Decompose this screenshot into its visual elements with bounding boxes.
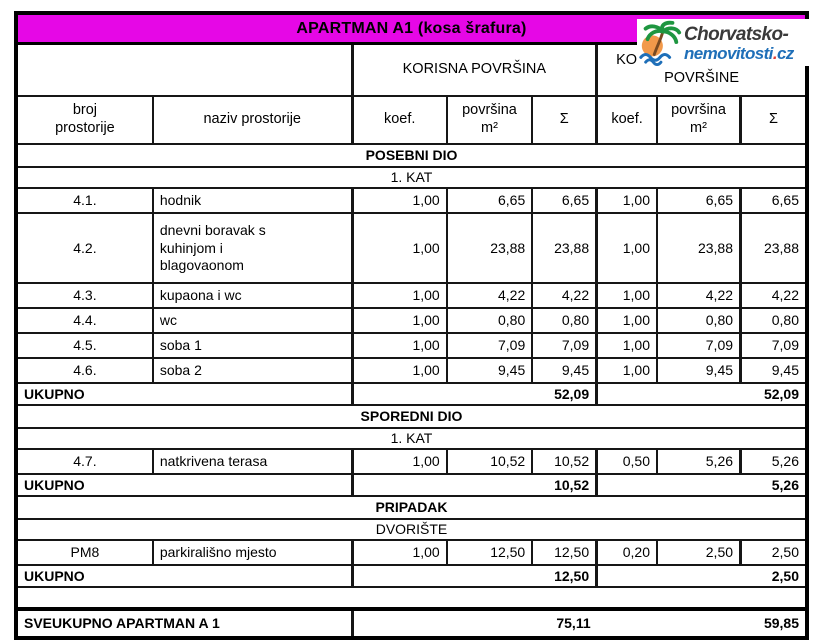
sum-2: 23,88 <box>741 213 807 283</box>
room-number: PM8 <box>16 540 153 565</box>
koef-1: 1,00 <box>352 213 447 283</box>
sum-2: 7,09 <box>741 333 807 358</box>
ukupno-sum-korigovana: 5,26 <box>597 474 807 496</box>
koef-1: 1,00 <box>352 308 447 333</box>
povrsina-2: 23,88 <box>657 213 741 283</box>
povrsina-2: 6,65 <box>657 188 741 213</box>
sum-2: 6,65 <box>741 188 807 213</box>
povrsina-1: 9,45 <box>447 358 533 383</box>
ukupno-label: UKUPNO <box>16 565 352 587</box>
room-name: kupaona i wc <box>153 283 352 308</box>
page-title: APARTMAN A1 (kosa šrafura) <box>16 13 807 44</box>
table-row <box>16 308 807 333</box>
koef-1: 1,00 <box>352 358 447 383</box>
povrsina-1: 10,52 <box>447 449 533 474</box>
povrsina-1: 4,22 <box>447 283 533 308</box>
col-header-broj-prostorije: broj prostorije <box>16 96 153 144</box>
col-header-naziv-prostorije: naziv prostorije <box>153 96 352 144</box>
table-row <box>16 144 807 167</box>
koef-1: 1,00 <box>352 540 447 565</box>
section-1-kat: 1. KAT <box>16 428 807 449</box>
povrsina-1: 23,88 <box>447 213 533 283</box>
col-header-koef-2: koef. <box>597 96 657 144</box>
koef-2: 1,00 <box>597 358 657 383</box>
koef-1: 1,00 <box>352 188 447 213</box>
table-row <box>16 96 807 144</box>
sum-2: 0,80 <box>741 308 807 333</box>
sum-1: 12,50 <box>532 540 596 565</box>
koef-2: 1,00 <box>597 213 657 283</box>
section-1-kat: 1. KAT <box>16 167 807 188</box>
sum-1: 0,80 <box>532 308 596 333</box>
logo-line2: nemovitosti.cz <box>684 43 794 63</box>
povrsina-1: 7,09 <box>447 333 533 358</box>
povrsina-2: 5,26 <box>657 449 741 474</box>
room-number: 4.7. <box>16 449 153 474</box>
ukupno-label: UKUPNO <box>16 383 352 405</box>
koef-2: 1,00 <box>597 283 657 308</box>
logo-line1: Chorvatsko- <box>684 24 789 46</box>
room-number: 4.2. <box>16 213 153 283</box>
table-row <box>16 474 807 496</box>
sum-2: 5,26 <box>741 449 807 474</box>
room-name: hodnik <box>153 188 352 213</box>
ukupno-sum-korigovana: 2,50 <box>597 565 807 587</box>
room-name: soba 2 <box>153 358 352 383</box>
table-row <box>16 496 807 519</box>
table-row <box>16 167 807 188</box>
sum-2: 9,45 <box>741 358 807 383</box>
table-row <box>16 213 807 283</box>
section-sporedni-dio: SPOREDNI DIO <box>16 405 807 428</box>
koef-2: 1,00 <box>597 308 657 333</box>
table-row <box>16 333 807 358</box>
ukupno-sum-korigovana: 52,09 <box>597 383 807 405</box>
room-number: 4.4. <box>16 308 153 333</box>
sveukupno-label: SVEUKUPNO APARTMAN A 1 <box>16 609 352 638</box>
col-header-sigma-1: Σ <box>532 96 596 144</box>
koef-2: 1,00 <box>597 333 657 358</box>
povrsina-2: 4,22 <box>657 283 741 308</box>
table-row <box>16 565 807 587</box>
section-dvoriste: DVORIŠTE <box>16 519 807 540</box>
room-number: 4.5. <box>16 333 153 358</box>
koef-1: 1,00 <box>352 449 447 474</box>
sveukupno-sum-korisna: 75,11 <box>352 609 597 638</box>
room-name: dnevni boravak s kuhinjom i blagovaonom <box>153 213 352 283</box>
sveukupno-sum-korigovana: 59,85 <box>597 609 807 638</box>
sum-1: 23,88 <box>532 213 596 283</box>
table-row <box>16 283 807 308</box>
room-name: soba 1 <box>153 333 352 358</box>
empty-row <box>16 587 807 609</box>
sum-1: 7,09 <box>532 333 596 358</box>
koef-2: 1,00 <box>597 188 657 213</box>
ukupno-sum-korisna: 10,52 <box>352 474 597 496</box>
section-posebni-dio: POSEBNI DIO <box>16 144 807 167</box>
povrsina-2: 9,45 <box>657 358 741 383</box>
room-number: 4.6. <box>16 358 153 383</box>
room-number: 4.3. <box>16 283 153 308</box>
chorvatsko-nemovitosti-logo <box>637 19 820 66</box>
table-row <box>16 405 807 428</box>
table-row <box>16 540 807 565</box>
col-header-povrsina-1: površina m² <box>447 96 533 144</box>
room-name: wc <box>153 308 352 333</box>
logo-wordmark <box>684 23 794 62</box>
table-row <box>16 188 807 213</box>
table-row <box>16 519 807 540</box>
sum-2: 4,22 <box>741 283 807 308</box>
room-name: parkirališno mjesto <box>153 540 352 565</box>
table-row <box>16 383 807 405</box>
povrsina-2: 2,50 <box>657 540 741 565</box>
table-row <box>16 449 807 474</box>
sum-1: 6,65 <box>532 188 596 213</box>
koef-1: 1,00 <box>352 333 447 358</box>
col-header-koef-1: koef. <box>352 96 447 144</box>
empty-header-cell <box>16 44 352 97</box>
header-korisna-povrsina: KORISNA POVRŠINA <box>352 44 597 97</box>
room-number: 4.1. <box>16 188 153 213</box>
palm-tree-sun-waves-icon <box>637 20 683 66</box>
koef-2: 0,20 <box>597 540 657 565</box>
logo-red-dot: . <box>772 43 777 63</box>
apartment-area-table <box>14 11 809 640</box>
section-pripadak: PRIPADAK <box>16 496 807 519</box>
sum-1: 10,52 <box>532 449 596 474</box>
col-header-povrsina-2: površina m² <box>657 96 741 144</box>
koef-2: 0,50 <box>597 449 657 474</box>
povrsina-2: 0,80 <box>657 308 741 333</box>
table-row <box>16 428 807 449</box>
header-group2-line2: POVRŠINE <box>664 70 740 86</box>
ukupno-label: UKUPNO <box>16 474 352 496</box>
table-row <box>16 609 807 638</box>
povrsina-1: 6,65 <box>447 188 533 213</box>
sum-1: 9,45 <box>532 358 596 383</box>
povrsina-2: 7,09 <box>657 333 741 358</box>
koef-1: 1,00 <box>352 283 447 308</box>
sum-2: 2,50 <box>741 540 807 565</box>
ukupno-sum-korisna: 12,50 <box>352 565 597 587</box>
povrsina-1: 0,80 <box>447 308 533 333</box>
header-group2-prefix: KO <box>616 52 638 69</box>
col-header-sigma-2: Σ <box>741 96 807 144</box>
table-row <box>16 587 807 609</box>
sum-1: 4,22 <box>532 283 596 308</box>
table-row <box>16 358 807 383</box>
povrsina-1: 12,50 <box>447 540 533 565</box>
ukupno-sum-korisna: 52,09 <box>352 383 597 405</box>
room-name: natkrivena terasa <box>153 449 352 474</box>
